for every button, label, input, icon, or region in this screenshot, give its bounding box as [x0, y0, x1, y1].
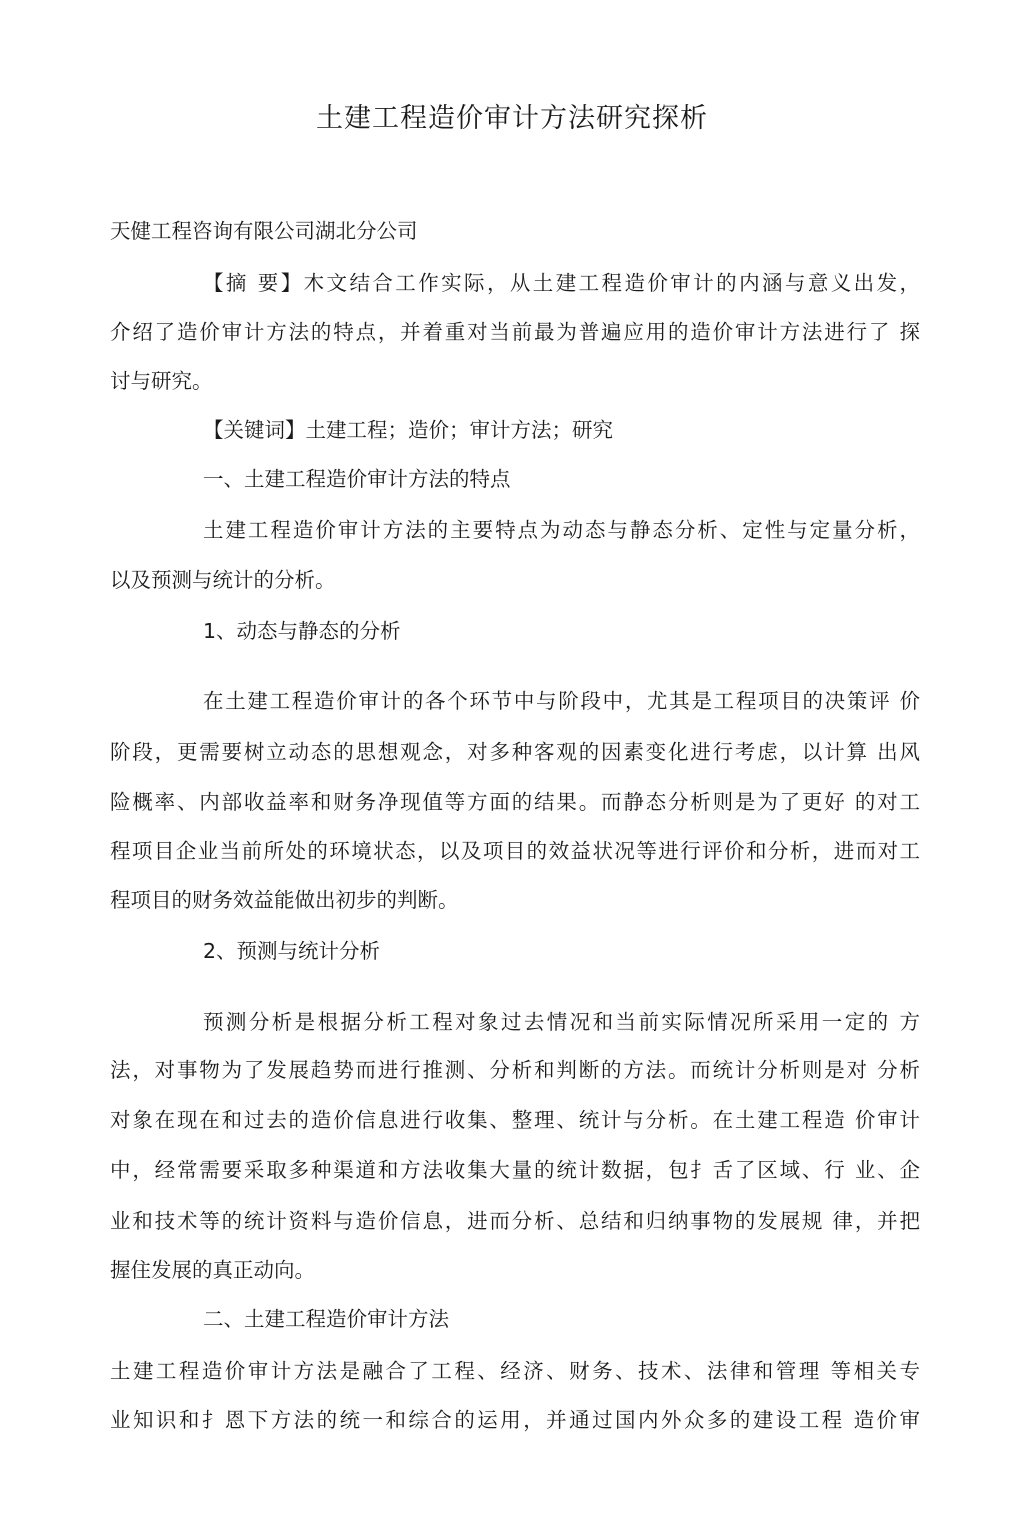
paragraph-line: 阶段，更需要树立动态的思想观念，对多种客观的因素变化进行考虑，以计算 出风: [110, 740, 920, 764]
document-title: 土建工程造价审计方法研究探析: [316, 103, 708, 134]
subsection-heading: 2、预测与统计分析: [203, 939, 381, 963]
paragraph-line: 对象在现在和过去的造价信息进行收集、整理、统计与分析。在土建工程造 价审计: [110, 1108, 920, 1132]
paragraph-line: 程项目企业当前所处的环境状态，以及项目的效益状况等进行评价和分析，进而对工: [110, 839, 920, 863]
paragraph-line: 预测分析是根据分析工程对象过去情况和当前实际情况所采用一定的 方: [203, 1010, 920, 1034]
paragraph-line: 业知识和扌恩下方法的统一和综合的运用，并通过国内外众多的建设工程 造价审: [110, 1408, 920, 1432]
paragraph-line: 土建工程造价审计方法的主要特点为动态与静态分析、定性与定量分析，: [203, 518, 920, 542]
paragraph-line: 以及预测与统计的分析。: [110, 568, 336, 592]
paragraph-line: 程项目的财务效益能做出初步的判断。: [110, 888, 459, 912]
paragraph-line: 险概率、内部收益率和财务净现值等方面的结果。而静态分析则是为了更好 的对工: [110, 790, 920, 814]
keywords: 【关键词】土建工程；造价；审计方法；研究: [203, 418, 613, 442]
abstract-line: 讨与研究。: [110, 369, 213, 393]
paragraph-line: 法，对事物为了发展趋势而进行推测、分析和判断的方法。而统计分析则是对 分析: [110, 1058, 920, 1082]
section-heading: 二、土建工程造价审计方法: [203, 1307, 449, 1331]
abstract-line: 【摘 要】木文结合工作实际，从土建工程造价审计的内涵与意义出发，: [203, 271, 920, 295]
subsection-heading: 1、动态与静态的分析: [203, 619, 401, 643]
paragraph-line: 在土建工程造价审计的各个环节中与阶段中，尤其是工程项目的决策评 价: [203, 689, 920, 713]
paragraph-line: 中，经常需要采取多种渠道和方法收集大量的统计数据，包扌舌了区域、行 业、企: [110, 1158, 920, 1182]
section-heading: 一、土建工程造价审计方法的特点: [203, 467, 511, 491]
paragraph-line: 土建工程造价审计方法是融合了工程、经济、财务、技术、法律和管理 等相关专: [110, 1359, 920, 1383]
paragraph-line: 业和技术等的统计资料与造价信息，进而分析、总结和归纳事物的发展规 律，并把: [110, 1209, 920, 1233]
paragraph-line: 握住发展的真正动向。: [110, 1258, 315, 1282]
abstract-line: 介绍了造价审计方法的特点，并着重对当前最为普遍应用的造价审计方法进行了 探: [110, 320, 920, 344]
author-affiliation: 天健工程咨询有限公司湖北分公司: [110, 219, 418, 243]
